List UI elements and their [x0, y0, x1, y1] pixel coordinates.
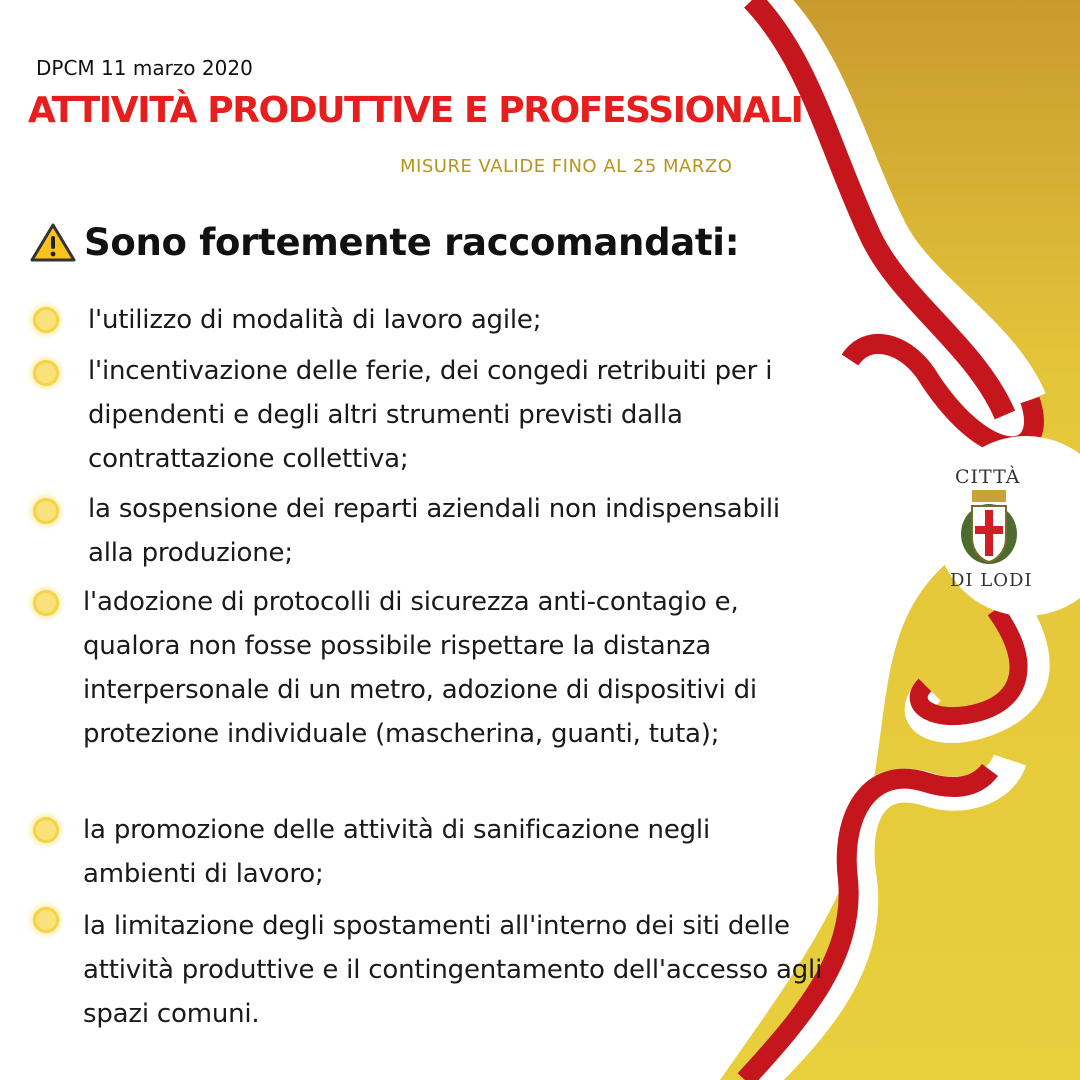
bullet-icon [33, 907, 59, 933]
crest-icon [958, 488, 1020, 566]
logo-city-name: DI LODI [950, 570, 1033, 591]
list-item: la limitazione degli spostamenti all'interno dei siti delle attività produttive e il contingentamento dell'accesso agli spazi comuni. [83, 911, 823, 1029]
warning-icon [30, 222, 76, 262]
list-item: l'adozione di protocolli di sicurezza anti-contagio e, qualora non fosse possibile rispettare la distanza interpersonale di un metro, adozione di dispositivi di protezione individuale (mascherina, guanti, tuta); [83, 587, 757, 749]
bullet-icon [33, 307, 59, 333]
validity-note: MISURE VALIDE FINO AL 25 MARZO [400, 156, 733, 177]
decree-label: DPCM 11 marzo 2020 [36, 56, 253, 80]
list-item: la sospensione dei reparti aziendali non indispensabili alla produzione; [88, 494, 780, 568]
bullet-icon [33, 590, 59, 616]
page-title: ATTIVITÀ PRODUTTIVE E PROFESSIONALI [28, 90, 803, 131]
list-item: l'incentivazione delle ferie, dei congedi retribuiti per i dipendenti e degli altri strumenti previsti dalla contrattazione collettiva; [88, 356, 773, 474]
section-heading-text: Sono fortemente raccomandati: [84, 220, 740, 264]
logo-city-label: CITTÀ [955, 466, 1021, 488]
list-item: la promozione delle attività di sanificazione negli ambienti di lavoro; [83, 815, 710, 889]
bullet-icon [33, 360, 59, 386]
list-item: l'utilizzo di modalità di lavoro agile; [88, 305, 542, 335]
bullet-icon [33, 817, 59, 843]
section-heading [30, 214, 739, 270]
bullet-icon [33, 498, 59, 524]
